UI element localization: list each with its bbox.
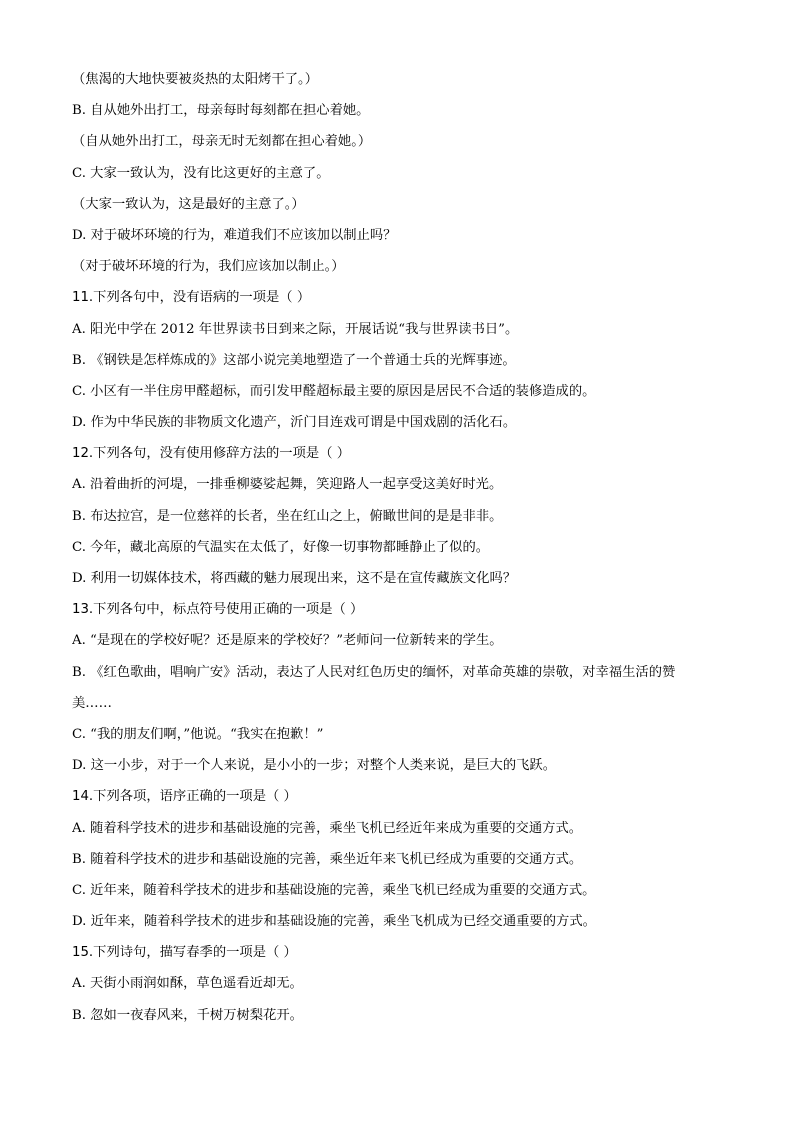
question-12-option-b: B. 布达拉宫，是一位慈祥的长者，坐在红山之上，俯瞰世间的是是非非。 <box>72 508 503 524</box>
question-11-option-d: D. 作为中华民族的非物质文化遗产，沂门目连戏可谓是中国戏剧的活化石。 <box>72 415 517 431</box>
question-14-option-b: B. 随着科学技术的进步和基础设施的完善，乘坐近年来飞机已经成为重要的交通方式。 <box>72 851 583 867</box>
question-15-option-b: B. 忽如一夜春风来，千树万树梨花开。 <box>72 1007 303 1023</box>
question-15-option-a: A. 天街小雨润如酥，草色遥看近却无。 <box>72 976 303 992</box>
question-13-stem: 13.下列各句中，标点符号使用正确的一项是（ ） <box>72 602 364 618</box>
document-page <box>72 64 732 1031</box>
question-11-option-a: A. 阳光中学在 2012 年世界读书日到来之际，开展话说“我与世界读书日”。 <box>72 321 519 337</box>
question-14-option-a: A. 随着科学技术的进步和基础设施的完善，乘坐飞机已经近年来成为重要的交通方式。 <box>72 820 583 836</box>
paren-answer-line: （大家一致认为，这是最好的主意了。） <box>72 196 305 212</box>
option-line: D. 对于破坏环境的行为，难道我们不应该加以制止吗？ <box>72 227 397 243</box>
question-14-stem: 14.下列各项，语序正确的一项是（ ） <box>72 789 297 805</box>
option-line: C. 大家一致认为，没有比这更好的主意了。 <box>72 165 330 181</box>
question-15-stem: 15.下列诗句，描写春季的一项是（ ） <box>72 945 297 961</box>
question-12-option-c: C. 今年，藏北高原的气温实在太低了，好像一切事物都睡静止了似的。 <box>72 539 490 555</box>
option-line: B. 自从她外出打工，母亲每时每刻都在担心着她。 <box>72 103 370 119</box>
question-13-option-c: C. “我的朋友们啊，”他说。“我实在抱歉！” <box>72 726 324 742</box>
question-11-option-c: C. 小区有一半住房甲醛超标，而引发甲醛超标最主要的原因是居民不合适的装修造成的。 <box>72 383 596 399</box>
question-13-option-a: A. “是现在的学校好呢？还是原来的学校好？”老师问一位新转来的学生。 <box>72 633 503 649</box>
paren-answer-line: （焦渴的大地快要被炎热的太阳烤干了。） <box>72 72 318 87</box>
question-12-option-d: D. 利用一切媒体技术，将西藏的魅力展现出来，这不是在宣传藏族文化吗？ <box>72 571 517 586</box>
question-13-option-b-continued: 美…… <box>72 695 112 711</box>
question-12-stem: 12.下列各句，没有使用修辞方法的一项是（ ） <box>72 446 351 462</box>
question-12-option-a: A. 沿着曲折的河堤，一排垂柳婆娑起舞，笑迎路人一起享受这美好时光。 <box>72 477 503 493</box>
paren-answer-line: （对于破坏环境的行为，我们应该加以制止。） <box>72 259 345 275</box>
paren-answer-line: （自从她外出打工，母亲无时无刻都在担心着她。） <box>72 134 372 150</box>
question-13-option-d: D. 这一小步，对于一个人来说，是小小的一步；对整个人类来说，是巨大的飞跃。 <box>72 758 557 774</box>
question-11-option-b: B. 《钢铁是怎样炼成的》这部小说完美地塑造了一个普通士兵的光辉事迹。 <box>72 352 516 368</box>
question-11-stem: 11.下列各句中，没有语病的一项是（ ） <box>72 290 311 306</box>
question-14-option-c: C. 近年来，随着科学技术的进步和基础设施的完善，乘坐飞机已经成为重要的交通方式。 <box>72 882 596 898</box>
question-13-option-b: B. 《红色歌曲，唱响广安》活动，表达了人民对红色历史的缅怀，对革命英雄的崇敬，对幸福生活的赞 <box>72 664 676 680</box>
question-14-option-d: D. 近年来，随着科学技术的进步和基础设施的完善，乘坐飞机成为已经交通重要的方式。 <box>72 914 596 930</box>
